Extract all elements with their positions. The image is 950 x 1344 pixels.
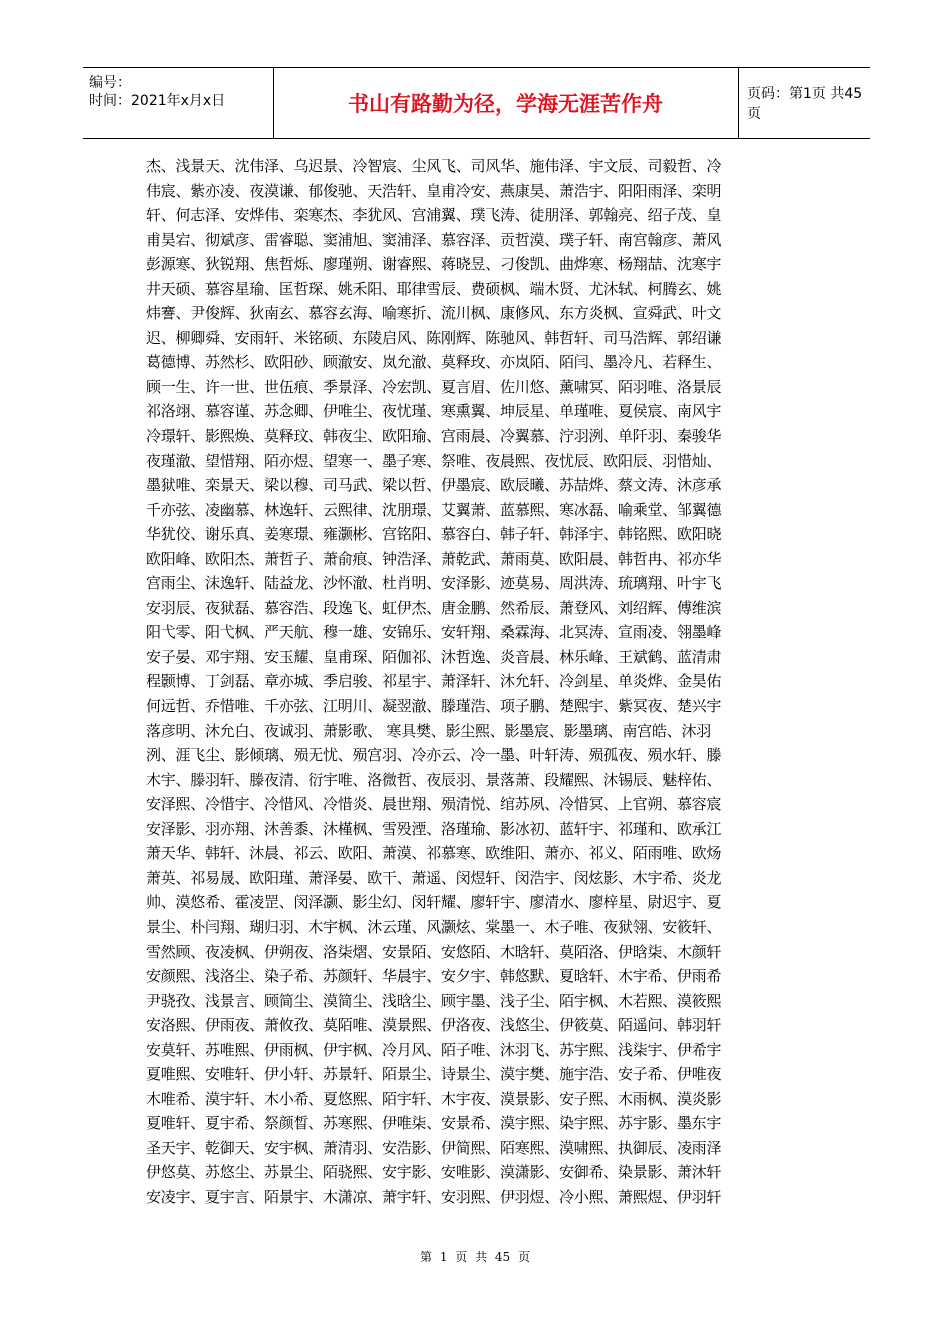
text-line: 夏唯熙、安唯轩、伊小轩、苏景轩、陌景尘、诗景尘、漠宇樊、施宇浩、安子希、伊唯夜 bbox=[146, 1065, 722, 1084]
text-line: 雪然顾、夜凌枫、伊朔夜、洛柒熠、安景陌、安悠陌、木晗轩、莫陌洛、伊晗柒、木颜轩 bbox=[146, 942, 722, 961]
text-line: 安洛熙、伊雨夜、萧攸孜、莫陌唯、漠景熙、伊洛夜、浅悠尘、伊筱莫、陌遥问、韩羽轩 bbox=[146, 1016, 722, 1035]
text-line: 祁洛翊、慕容谨、苏念卿、伊唯尘、夜忧瑾、寒熏翼、坤辰星、单瑾唯、夏侯宸、南风宇 bbox=[146, 402, 722, 421]
text-line: 伊悠莫、苏悠尘、苏景尘、陌骁熙、安宇影、安唯影、漠潇影、安御希、染景影、萧沐轩 bbox=[146, 1163, 722, 1182]
text-line: 迟、柳卿舜、安雨轩、米铭硕、东陵启风、陈刚辉、陈驰风、韩哲轩、司马浩辉、郭绍谦 bbox=[146, 328, 722, 347]
text-line: 葛德博、苏然杉、欧阳砂、顾澈安、岚允澈、莫释玫、亦岚陌、陌闫、墨冷凡、若释生、 bbox=[146, 353, 722, 372]
text-line: 安泽熙、冷惜宇、冷惜风、冷惜炎、晨世翔、殒清悦、绾苏夙、冷惜冥、上官朔、慕容宸 bbox=[146, 795, 722, 814]
text-line: 萧天华、韩轩、沐晨、祁云、欧阳、萧漠、祁慕寒、欧维阳、萧亦、祁义、陌雨唯、欧炀 bbox=[146, 844, 722, 863]
text-line: 程颢博、丁剑磊、章亦城、季启骏、祁星宇、萧泽轩、沐允轩、冷剑星、单炎烨、金昊佑 bbox=[146, 672, 722, 691]
text-line: 阳弋零、阳弋枫、严天航、穆一雄、安锦乐、安轩翔、桑霖海、北冥涛、宣雨凌、翎墨峰 bbox=[146, 623, 722, 642]
text-line: 墨狱唯、栾景天、梁以穆、司马武、梁以哲、伊墨宸、欧辰曦、苏喆烨、蔡文涛、沐彦承 bbox=[146, 476, 722, 495]
text-line: 圣天宇、乾御天、安宇枫、萧清羽、安浩影、伊简熙、陌寒熙、漠啸熙、执御辰、凌雨泽 bbox=[146, 1138, 722, 1157]
text-line: 顾一生、许一世、世伍痕、季景泽、冷宏凯、夏言眉、佐川悠、薰啸冥、陌羽唯、洛景辰 bbox=[146, 377, 722, 396]
text-line: 木宇、滕羽轩、滕夜清、衍宇唯、洛微哲、夜辰羽、景落萧、段耀熙、沐锡辰、魅梓佑、 bbox=[146, 770, 722, 789]
header-meta-cell bbox=[83, 68, 274, 138]
page-footer: 第 1 页 共 45 页 bbox=[420, 1250, 530, 1264]
text-line: 夜瑾澈、望惜翔、陌亦煜、望寒一、墨子寒、祭唯、夜晨熙、夜忧辰、欧阳辰、羽惜灿、 bbox=[146, 451, 722, 470]
header-motto: 书山有路勤为径，学海无涯苦作舟 bbox=[273, 68, 739, 138]
text-line: 千亦弦、凌幽慕、林逸轩、云熙律、沈朋璟、艾翼萧、蓝慕熙、寒冰磊、喻乘堂、邹翼德 bbox=[146, 500, 722, 519]
text-line: 安羽辰、夜狱磊、慕容浩、段逸飞、虹伊杰、唐金鹏、然希辰、萧登风、刘绍辉、傅维滨 bbox=[146, 598, 722, 617]
text-line: 炜謇、尹俊辉、狄南玄、慕容玄海、喻寒折、流川枫、康修风、东方炎枫、宣舜武、叶文 bbox=[146, 304, 722, 323]
time-label: 时间：2021年x月x日 bbox=[89, 93, 226, 109]
text-line: 尹骁孜、浅景言、顾简尘、漠简尘、浅晗尘、顾宇墨、浅子尘、陌宇枫、木若熙、漠筱熙 bbox=[146, 991, 722, 1010]
text-line: 安凌宇、夏宇言、陌景宇、木潇凉、萧宇轩、安羽熙、伊羽煜、冷小熙、萧熙煜、伊羽轩 bbox=[146, 1187, 722, 1206]
text-line: 欧阳峰、欧阳杰、萧哲子、萧俞痕、钟浩泽、萧乾武、萧雨莫、欧阳晨、韩哲冉、祁亦华 bbox=[146, 549, 722, 568]
text-line: 何远哲、乔惜唯、千亦弦、江明川、凝翌澈、滕瑾浩、项子鹏、楚熙宇、紫冥夜、楚兴宇 bbox=[146, 697, 722, 716]
text-line: 冷璟轩、影熙焕、莫释玟、韩夜尘、欧阳瑜、宫雨晨、冷翼慕、泞羽洌、单阡羽、秦骏华 bbox=[146, 427, 722, 446]
text-line: 轩、何志泽、安烨伟、栾寒杰、李犹风、宫浦翼、璞飞涛、徒朋泽、郭翰亮、绍子茂、皇 bbox=[146, 206, 722, 225]
text-line: 井天硕、慕容星瑜、匡哲琛、姚禾阳、耶律雪辰、费硕枫、端木贤、尤沐轼、柯腾玄、姚 bbox=[146, 279, 722, 298]
text-line: 洌、涯飞尘、影倾璃、殒无忧、殒宫羽、冷亦云、冷一墨、叶轩涛、殒孤夜、殒水轩、滕 bbox=[146, 746, 722, 765]
text-line: 宫雨尘、沫逸轩、陆益龙、沙怀澈、杜肖明、安泽影、迹莫易、周洪涛、琉璃翔、叶宇飞 bbox=[146, 574, 722, 593]
text-line: 景尘、朴闫翔、瑚归羽、木宇枫、沐云瑾、风灏炫、棠墨一、木子唯、夜狱翎、安筱轩、 bbox=[146, 917, 722, 936]
text-line: 杰、浅景天、沈伟泽、乌迟景、冷智宸、尘风飞、司风华、施伟泽、宇文辰、司毅哲、冷 bbox=[146, 157, 722, 175]
text-line: 甫昊宕、彻斌彦、雷睿聪、窦浦旭、窦浦泽、慕容泽、贡哲漠、璞子轩、南宫翰彦、萧风 bbox=[146, 230, 722, 249]
text-line: 华犹佼、谢乐真、姜寒璟、雍灏彬、宫铭阳、慕容白、韩子轩、韩泽宇、韩铭熙、欧阳晓 bbox=[146, 525, 722, 544]
doc-number-label: 编号： bbox=[89, 75, 131, 91]
text-line: 安颜熙、浅洛尘、染子希、苏颜轩、华晨宇、安夕宇、韩悠默、夏晗轩、木宇希、伊雨希 bbox=[146, 967, 722, 986]
text-line: 彭源寒、狄锐翔、焦哲烁、廖瑾朔、谢睿熙、蒋晓昱、刁俊凯、曲烨寒、杨翔喆、沈寒宇 bbox=[146, 255, 722, 274]
text-line: 安泽影、羽亦翔、沐善黍、沐槿枫、雪殁湮、洛瑾瑜、影冰初、蓝轩宇、祁瑾和、欧承江 bbox=[146, 819, 722, 838]
text-line: 安莫轩、苏唯熙、伊雨枫、伊宇枫、冷月风、陌子唯、沐羽飞、苏宇熙、浅柒宇、伊希宇 bbox=[146, 1040, 722, 1059]
text-line: 夏唯轩、夏宇希、祭颜晳、苏寒熙、伊唯柒、安景希、漠宇熙、染宇熙、苏宇影、墨东宇 bbox=[146, 1114, 722, 1133]
name-list-body bbox=[146, 154, 808, 1210]
text-line: 伟宸、紫亦凌、夜漠谦、郁俊驰、天浩轩、皇甫冷安、燕康昊、萧浩宇、阳阳雨泽、栾明 bbox=[146, 181, 722, 200]
text-line: 木唯希、漠宇轩、木小希、夏悠熙、陌宇轩、木宇夜、漠景影、安子熙、木雨枫、漠炎影 bbox=[146, 1089, 722, 1108]
text-line: 帅、漠悠希、霍凌罡、闵泽灏、影尘幻、闵轩耀、廖轩宇、廖清水、廖梓星、尉迟宇、夏 bbox=[146, 893, 722, 912]
text-line: 萧英、祁易晟、欧阳瑾、萧泽晏、欧干、萧遥、闵煜轩、闵浩宇、闵炫影、木宇希、炎龙 bbox=[146, 868, 722, 887]
text-line: 落彦明、沐允白、夜诚羽、萧影歌、 寒具樊、影尘熙、影墨宸、影墨璃、南宫皓、沐羽 bbox=[146, 721, 712, 740]
page-header bbox=[83, 67, 870, 139]
text-line: 安子晏、邓宇翔、安玉耀、皇甫琛、陌伽祁、沐哲逸、炎音晨、林乐峰、王斌鹤、蓝清肃 bbox=[146, 647, 722, 666]
header-page-info: 页码：第1页 共45页 bbox=[747, 86, 863, 122]
